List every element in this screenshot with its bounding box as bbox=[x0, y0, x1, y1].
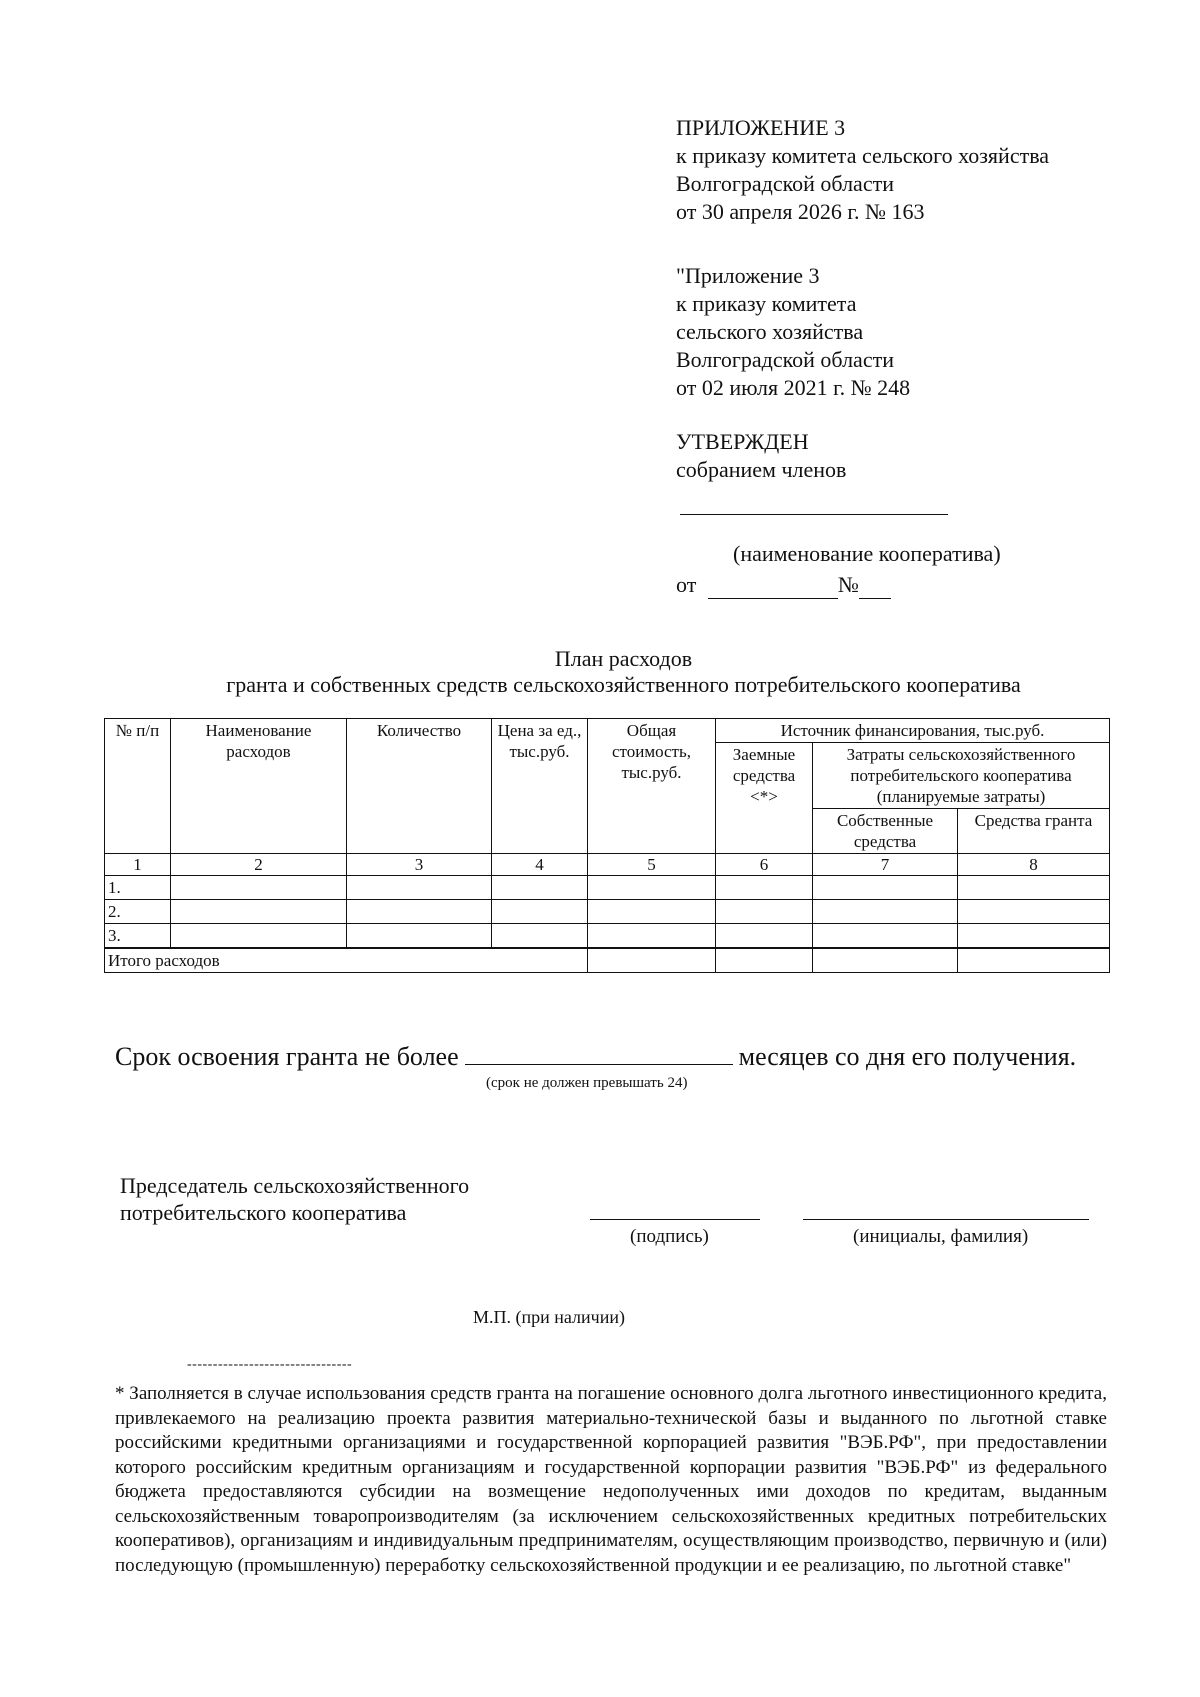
table-cell bbox=[813, 924, 958, 949]
header-price: Цена за ед., тыс.руб. bbox=[492, 719, 588, 854]
footnote-text: * Заполняется в случае использования средств гранта на погашение основного долга льготного инвестиционного кредита, привлекаемого на реализацию проекта развития материально-технической базы и выданного по льготной ставке российскими кредитными организациями и государственной корпорацией развития "ВЭБ.РФ", при предоставлении которого российским кредитным организациям и государственной корпорации развития "ВЭБ.РФ" из федерального бюджета предоставляются субсидии на возмещение недополученных ими доходов по кредитам, выданным сельскохозяйственным товаропроизводителям (за исключением сельскохозяйственных кредитных потребительских кооперативов), организациям и индивидуальным предпринимателям, осуществляющим производство, первичную и (или) последующую (промышленную) переработку сельскохозяйственной продукции и ее реализацию, по льготной ставке" bbox=[115, 1383, 1107, 1576]
row-number: 2. bbox=[105, 900, 171, 924]
header-name: Наименование расходов bbox=[171, 719, 347, 854]
table-cell bbox=[588, 948, 716, 973]
stamp-label: М.П. (при наличии) bbox=[473, 1307, 625, 1327]
header-costs: Затраты сельскохозяйственного потребительского кооператива (планируемые затраты) bbox=[813, 743, 1110, 809]
table-cell bbox=[813, 948, 958, 973]
expense-plan-table bbox=[104, 718, 1110, 973]
table-row bbox=[105, 900, 1110, 924]
quoted-appendix-block bbox=[676, 262, 910, 402]
column-number: 3 bbox=[347, 854, 492, 876]
signature-line bbox=[590, 1219, 760, 1220]
quoted-appendix-line: сельского хозяйства bbox=[676, 319, 864, 344]
chairman-role-line1: Председатель сельскохозяйственного bbox=[120, 1173, 470, 1198]
total-row bbox=[105, 948, 1110, 973]
table-cell bbox=[492, 924, 588, 949]
approved-title: УТВЕРЖДЕН bbox=[676, 429, 809, 454]
column-number: 2 bbox=[171, 854, 347, 876]
header-grant: Средства гранта bbox=[958, 809, 1110, 854]
quoted-appendix-line: к приказу комитета bbox=[676, 291, 857, 316]
table-cell bbox=[171, 924, 347, 949]
table-cell bbox=[958, 948, 1110, 973]
header-qty: Количество bbox=[347, 719, 492, 854]
table-cell bbox=[347, 924, 492, 949]
table-cell bbox=[716, 924, 813, 949]
approved-subtitle: собранием членов bbox=[676, 457, 847, 482]
table-row bbox=[105, 876, 1110, 900]
header-source: Источник финансирования, тыс.руб. bbox=[716, 719, 1110, 743]
table-cell bbox=[958, 900, 1110, 924]
table-cell bbox=[492, 900, 588, 924]
column-number: 6 bbox=[716, 854, 813, 876]
table-cell bbox=[588, 876, 716, 900]
signature-caption: (подпись) bbox=[630, 1226, 709, 1247]
table-cell bbox=[813, 900, 958, 924]
number-blank-line bbox=[859, 576, 891, 599]
header-loan: Заемные средства <*> bbox=[716, 743, 813, 854]
appendix-line: от 30 апреля 2026 г. № 163 bbox=[676, 199, 925, 224]
row-number: 1. bbox=[105, 876, 171, 900]
table-cell bbox=[958, 924, 1110, 949]
grant-term-suffix: месяцев со дня его получения. bbox=[738, 1042, 1077, 1071]
name-caption: (инициалы, фамилия) bbox=[853, 1226, 1029, 1247]
table-cell bbox=[716, 900, 813, 924]
appendix-line: Волгоградской области bbox=[676, 171, 894, 196]
column-number: 4 bbox=[492, 854, 588, 876]
quoted-appendix-title: "Приложение 3 bbox=[676, 263, 820, 288]
grant-term-blank-line bbox=[465, 1038, 733, 1065]
header-num: № п/п bbox=[105, 719, 171, 854]
table-cell bbox=[347, 876, 492, 900]
table-cell bbox=[347, 900, 492, 924]
table-cell bbox=[492, 876, 588, 900]
table-cell bbox=[813, 876, 958, 900]
plan-subtitle: гранта и собственных средств сельскохозяйственного потребительского кооператива bbox=[226, 672, 1021, 697]
quoted-appendix-line: от 02 июля 2021 г. № 248 bbox=[676, 375, 911, 400]
column-number: 1 bbox=[105, 854, 171, 876]
table-row bbox=[105, 924, 1110, 949]
cooperative-name-caption: (наименование кооператива) bbox=[733, 541, 1001, 566]
table-cell bbox=[958, 876, 1110, 900]
name-line bbox=[803, 1219, 1089, 1220]
row-number: 3. bbox=[105, 924, 171, 949]
table-cell bbox=[716, 948, 813, 973]
header-total: Общая стоимость, тыс.руб. bbox=[588, 719, 716, 854]
number-label: № bbox=[837, 572, 859, 597]
column-number: 5 bbox=[588, 854, 716, 876]
table-cell bbox=[588, 924, 716, 949]
header-own: Собственные средства bbox=[813, 809, 958, 854]
chairman-role-line2: потребительского кооператива bbox=[120, 1200, 407, 1225]
grant-term-note: (срок не должен превышать 24) bbox=[486, 1075, 688, 1091]
appendix-title: ПРИЛОЖЕНИЕ 3 bbox=[676, 115, 846, 140]
table-cell bbox=[171, 900, 347, 924]
cooperative-name-line bbox=[680, 514, 948, 515]
table-cell bbox=[588, 900, 716, 924]
appendix-line: к приказу комитета сельского хозяйства bbox=[676, 143, 1050, 168]
column-number: 8 bbox=[958, 854, 1110, 876]
column-number: 7 bbox=[813, 854, 958, 876]
table-cell bbox=[171, 876, 347, 900]
from-label: от bbox=[676, 572, 697, 597]
date-blank-line bbox=[708, 576, 838, 599]
approval-date-row bbox=[676, 571, 891, 599]
grant-term-row bbox=[115, 1038, 1076, 1073]
table-cell bbox=[716, 876, 813, 900]
plan-title: План расходов bbox=[554, 646, 693, 671]
grant-term-prefix: Срок освоения гранта не более bbox=[115, 1042, 459, 1071]
approved-block bbox=[676, 428, 846, 484]
footnote-separator: -------------------------------- bbox=[187, 1357, 353, 1372]
quoted-appendix-line: Волгоградской области bbox=[676, 347, 894, 372]
appendix-block bbox=[676, 114, 1049, 226]
total-label: Итого расходов bbox=[105, 948, 588, 973]
